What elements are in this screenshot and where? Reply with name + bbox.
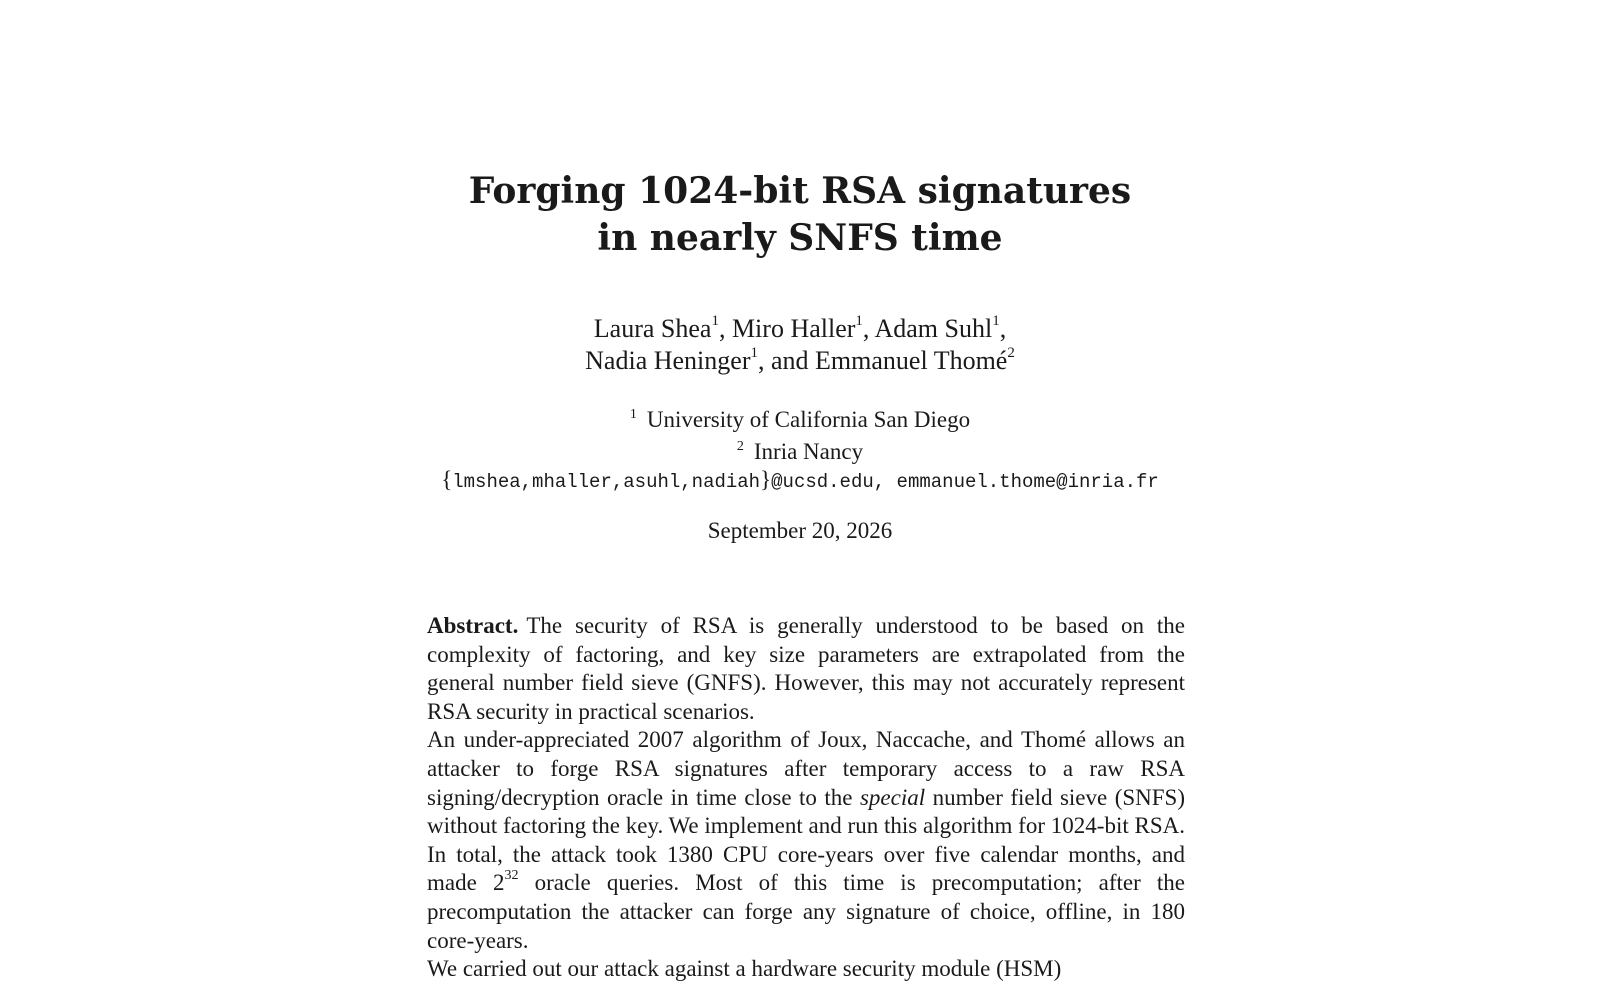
abstract-text: oracle queries. Most of this time is precomputation; after the precomputation the attacker can forge any signature of choice, offline, in 180 core-years. bbox=[427, 870, 1186, 953]
author-affiliation-mark: 1 bbox=[750, 345, 758, 362]
abstract-text: We carried out our attack against a hardware security module (HSM) bbox=[427, 956, 1062, 982]
author-name: Nadia Heninger bbox=[585, 346, 751, 375]
abstract-paragraph-3 bbox=[427, 955, 1185, 984]
abstract-text: The security of RSA is generally understood to be based on the complexity of factoring, and key size parameters are extrapolated from the general number field sieve (GNFS). However, this may not accurately represent RSA security in practical scenarios. bbox=[427, 613, 1185, 724]
author-name: Emmanuel Thomé bbox=[815, 346, 1008, 375]
affiliation-name: University of California San Diego bbox=[646, 407, 971, 432]
author-line-1 bbox=[0, 313, 1600, 345]
author-list bbox=[0, 313, 1600, 377]
author-affiliation-mark: 1 bbox=[992, 313, 1000, 330]
abstract-emphasis: special bbox=[859, 784, 926, 810]
email-domains: @ucsd.edu, emmanuel.thome@inria.fr bbox=[771, 471, 1159, 493]
abstract-text: number field sieve (SNFS) without factoring the key. We implement and run this algorithm for 1024-bit RSA. In total, the attack took 1380 CPU core-years over five calendar months, and made 2 bbox=[427, 784, 1185, 896]
abstract bbox=[427, 612, 1185, 984]
author-separator: , bbox=[999, 314, 1007, 343]
abstract-label: Abstract. bbox=[427, 613, 519, 638]
author-separator: , and bbox=[757, 346, 816, 375]
title-line-2: in nearly SNFS time bbox=[597, 217, 1003, 259]
affiliation-number: 2 bbox=[736, 439, 744, 454]
author-name: Miro Haller bbox=[731, 314, 856, 343]
abstract-paragraph-1 bbox=[427, 612, 1185, 726]
author-emails bbox=[0, 466, 1600, 496]
author-affiliation-mark: 1 bbox=[855, 313, 863, 330]
abstract-paragraph-2 bbox=[427, 726, 1185, 955]
author-name: Adam Suhl bbox=[874, 314, 993, 343]
paper-date: September 20, 2026 bbox=[707, 518, 893, 543]
author-separator: , bbox=[718, 314, 732, 343]
affiliation-number: 1 bbox=[629, 407, 637, 422]
abstract-exponent: 32 bbox=[504, 867, 519, 883]
title-line-1: Forging 1024-bit RSA signatures bbox=[468, 170, 1132, 212]
email-brace-open: { bbox=[441, 467, 453, 492]
author-affiliation-mark: 1 bbox=[711, 313, 719, 330]
paper-title bbox=[0, 168, 1600, 262]
author-affiliation-mark: 2 bbox=[1007, 345, 1015, 362]
abstract-text: An under-appreciated 2007 algorithm of Joux, Naccache, and Thomé allows an attacker to forge RSA signatures after temporary access to a raw RSA signing/decryption oracle in time close to the bbox=[427, 727, 1185, 810]
author-line-2 bbox=[0, 345, 1600, 377]
email-brace-close: } bbox=[760, 467, 772, 492]
author-separator: , bbox=[862, 314, 875, 343]
author-name: Laura Shea bbox=[593, 314, 712, 343]
affiliation-list bbox=[0, 406, 1600, 470]
affiliation-item bbox=[0, 406, 1600, 438]
email-usernames: lmshea,mhaller,asuhl,nadiah bbox=[452, 471, 761, 493]
affiliation-name: Inria Nancy bbox=[753, 439, 864, 464]
